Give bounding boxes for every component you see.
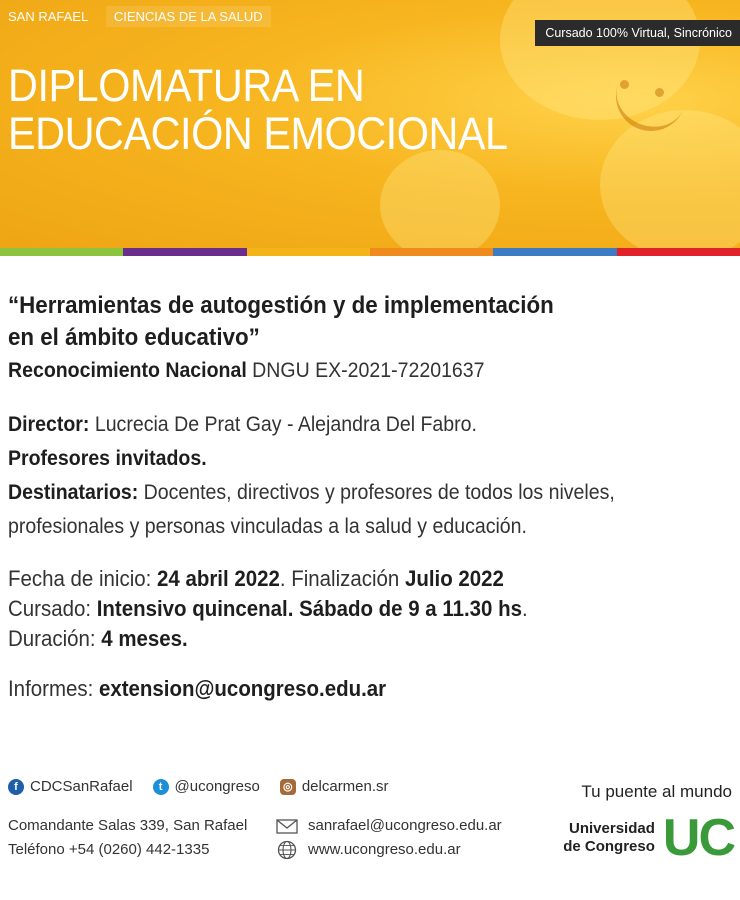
title-line-1: DIPLOMATURA EN [8, 60, 365, 111]
logo-line-2: de Congreso [563, 838, 655, 855]
schedule-end: . [521, 596, 528, 621]
main-content [8, 290, 732, 704]
decorative-bubble [600, 110, 740, 250]
twitter-icon: t [153, 779, 169, 795]
duration-label: Duración: [8, 626, 96, 651]
schedule-line [8, 594, 681, 624]
address: Comandante Salas 339, San Rafael [8, 817, 248, 834]
recognition-value: DNGU EX-2021-72201637 [252, 359, 485, 382]
subtitle-line-2: en el ámbito educativo” [8, 324, 260, 351]
website-link[interactable]: www.ucongreso.edu.ar [308, 841, 461, 858]
start-label: Fecha de inicio: [8, 566, 152, 591]
audience-value: Docentes, directivos y profesores de todos los niveles, profesionales y personas vinculadas a la salud y educación. [8, 481, 615, 538]
instagram-icon: ◎ [280, 779, 296, 795]
logo-text [563, 820, 655, 856]
stripe-segment [247, 248, 370, 256]
facebook-link[interactable]: CDCSanRafael [30, 778, 133, 795]
title-line-2: EDUCACIÓN EMOCIONAL [8, 108, 508, 159]
modality-badge: Cursado 100% Virtual, Sincrónico [535, 20, 740, 46]
decorative-bubble [380, 150, 500, 250]
info-label: Informes: [8, 676, 94, 701]
color-stripe [0, 248, 740, 256]
audience [8, 476, 733, 544]
tag-area: CIENCIAS DE LA SALUD [106, 6, 271, 27]
director-value: Lucrecia De Prat Gay - Alejandra Del Fabro. [94, 413, 477, 436]
contact-block [276, 814, 502, 862]
email-row [276, 814, 502, 838]
envelope-icon [276, 819, 298, 834]
phone: Teléfono +54 (0260) 442-1335 [8, 841, 210, 858]
social-links [8, 778, 389, 795]
course-subtitle [8, 290, 681, 354]
smiley-eye [620, 80, 629, 89]
university-logo [563, 809, 734, 867]
page-title [8, 62, 508, 158]
recognition-label: Reconocimiento Nacional [8, 359, 247, 382]
duration-value: 4 meses. [101, 626, 188, 651]
twitter-link[interactable]: @ucongreso [174, 778, 260, 795]
tagline: Tu puente al mundo [581, 782, 732, 801]
facebook-icon: f [8, 779, 24, 795]
subtitle-line-1: “Herramientas de autogestión y de implementación [8, 292, 554, 319]
director-label: Director: [8, 413, 90, 436]
tag-location: SAN RAFAEL [8, 9, 89, 24]
logo-line-1: Universidad [569, 820, 655, 837]
email-link[interactable]: sanrafael@ucongreso.edu.ar [308, 817, 502, 834]
header-banner [0, 0, 740, 250]
logo-mark: UC [662, 809, 734, 867]
stripe-segment [617, 248, 740, 256]
dates-line [8, 564, 681, 594]
schedule-value: Intensivo quincenal. Sábado de 9 a 11.30 hs [96, 596, 522, 621]
info-line [8, 674, 681, 704]
instagram-link[interactable]: delcarmen.sr [301, 778, 389, 795]
website-row [276, 838, 502, 862]
globe-icon [276, 840, 298, 860]
stripe-segment [370, 248, 493, 256]
guest-professors: Profesores invitados. [8, 447, 207, 470]
stripe-segment [0, 248, 123, 256]
schedule-label: Cursado: [8, 596, 92, 621]
smiley-eye [655, 88, 664, 97]
end-date: Julio 2022 [404, 566, 504, 591]
category-tags [0, 6, 271, 27]
footer [0, 770, 740, 900]
info-email[interactable]: extension@ucongreso.edu.ar [98, 676, 387, 701]
recognition [8, 356, 681, 386]
audience-label: Destinatarios: [8, 481, 139, 504]
stripe-segment [493, 248, 616, 256]
address-block [8, 814, 247, 862]
director-line [8, 408, 733, 442]
end-label: . Finalización [279, 566, 400, 591]
start-date: 24 abril 2022 [157, 566, 280, 591]
stripe-segment [123, 248, 246, 256]
duration-line [8, 624, 681, 654]
